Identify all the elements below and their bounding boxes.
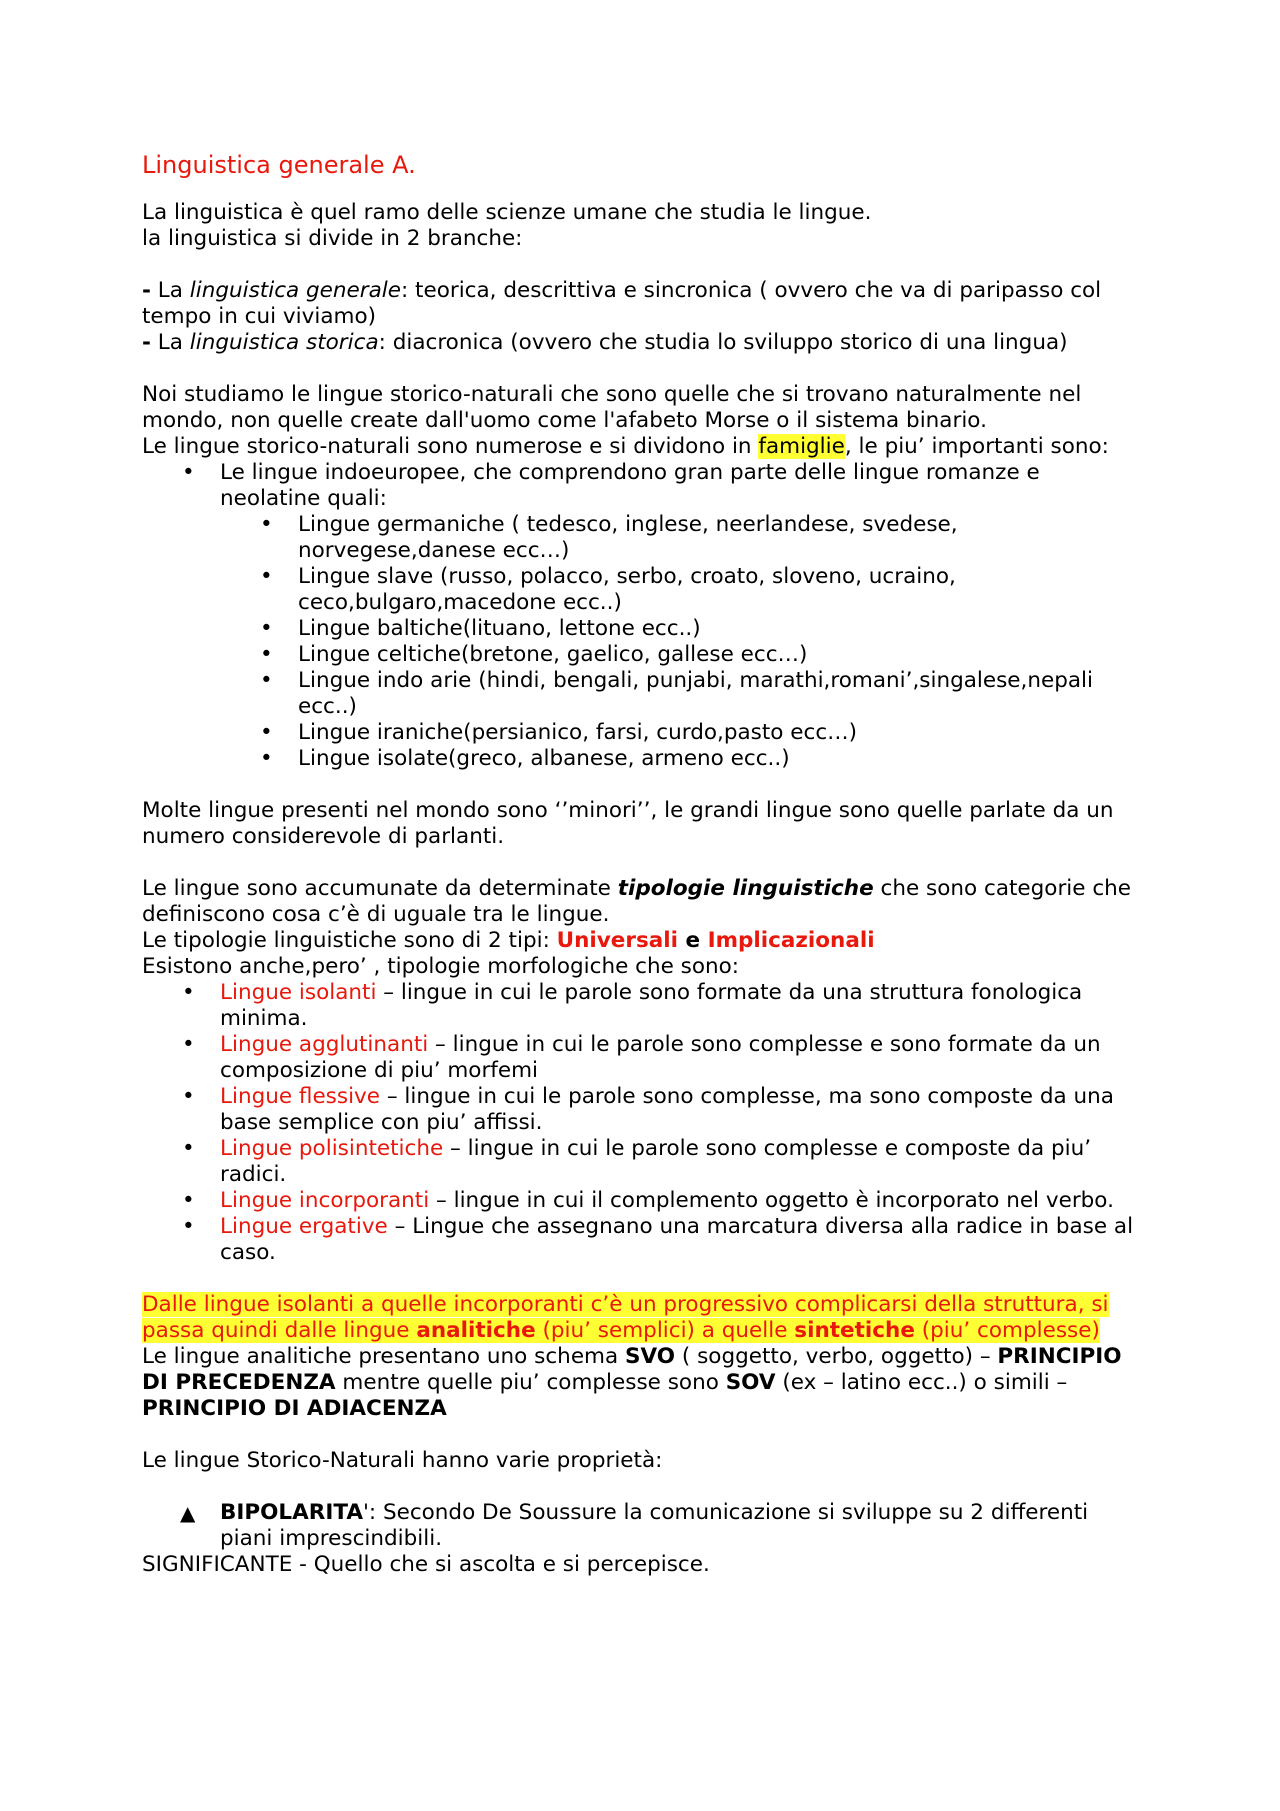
bullet-icon: • — [260, 512, 273, 537]
bullet-icon: • — [182, 1084, 195, 1109]
bullet-icon: • — [182, 980, 195, 1005]
bullet-icon: • — [182, 460, 195, 485]
morph-type-list — [142, 980, 1142, 1266]
document-page — [142, 150, 1142, 1578]
list-item: • Lingue baltiche(lituano, lettone ecc..) — [260, 616, 701, 641]
paragraph-minor-languages: Molte lingue presenti nel mondo sono ‘’minori’’, le grandi lingue sono quelle parlate da un numero considerevole di parlanti. — [142, 798, 1114, 849]
paragraph-typology: Le lingue sono accumunate da determinate tipologie linguistiche che sono categorie che definiscono cosa c’è di uguale tra le lingue. — [142, 876, 1132, 927]
intro-line: La linguistica è quel ramo delle scienze umane che studia le lingue. — [142, 200, 872, 225]
term-implicational: Implicazionali — [707, 928, 875, 953]
property-list — [142, 1500, 1142, 1552]
term-analitiche: analitiche — [416, 1318, 536, 1343]
list-item: • Lingue ergative – Lingue che assegnano una marcatura diversa alla radice in base al caso. — [182, 1214, 1134, 1265]
term-sintetiche: sintetiche — [794, 1318, 915, 1343]
paragraph-progression-highlight: Dalle lingue isolanti a quelle incorporanti c’è un progressivo complicarsi della struttura, si passa quindi dalle lingue analitiche (piu’ semplici) a quelle sintetiche (piu’ complesse) — [142, 1292, 1109, 1343]
list-item: • Le lingue indoeuropee, che comprendono gran parte delle lingue romanze e neolatine quali: — [182, 460, 1040, 511]
branch-general: - La linguistica generale: teorica, descrittiva e sincronica ( ovvero che va di paripasso col tempo in cui viviamo) — [142, 278, 1102, 329]
list-item: • Lingue indo arie (hindi, bengali, punjabi, marathi,romani’,singalese,nepali ecc..) — [260, 668, 1093, 719]
branch-historical: - La linguistica storica: diacronica (ovvero che studia lo sviluppo storico di una lingua) — [142, 330, 1068, 355]
list-item: • Lingue celtiche(bretone, gaelico, gallese ecc…) — [260, 642, 808, 667]
intro-line: la linguistica si divide in 2 branche: — [142, 226, 523, 251]
list-item: • Lingue iraniche(persianico, farsi, curdo,pasto ecc…) — [260, 720, 858, 745]
bullet-icon: • — [260, 746, 273, 771]
paragraph-morphological: Esistono anche,pero’ , tipologie morfologiche che sono: — [142, 954, 740, 979]
term-universal: Universali — [556, 928, 679, 953]
paragraph-signifier: SIGNIFICANTE - Quello che si ascolta e si percepisce. — [142, 1552, 710, 1577]
page-title: Linguistica generale A. — [142, 151, 416, 179]
paragraph-natural-languages: Noi studiamo le lingue storico-naturali che sono quelle che si trovano naturalmente nel mondo, non quelle create dall'uomo come l'afabeto Morse o il sistema binario. — [142, 382, 1082, 433]
bullet-icon: • — [260, 642, 273, 667]
bullet-icon: • — [260, 616, 273, 641]
term-typology: tipologie linguistiche — [617, 876, 874, 901]
list-item: • Lingue isolanti – lingue in cui le parole sono formate da una struttura fonologica minima. — [182, 980, 1083, 1031]
list-item: • Lingue isolate(greco, albanese, armeno ecc..) — [260, 746, 790, 771]
list-item: • Lingue flessive – lingue in cui le parole sono complesse, ma sono composte da una base semplice con piu’ affissi. — [182, 1084, 1114, 1135]
paragraph-word-order: Le lingue analitiche presentano uno schema SVO ( soggetto, verbo, oggetto) – PRINCIPIO DI PRECEDENZA mentre quelle piu’ complesse sono SOV (ex – latino ecc..) o simili – PRINCIPIO DI ADIACENZA — [142, 1344, 1122, 1421]
term-historical-linguistics: linguistica storica — [189, 330, 379, 355]
list-item: • Lingue slave (russo, polacco, serbo, croato, sloveno, ucraino, ceco,bulgaro,macedone ecc..) — [260, 564, 956, 615]
family-list — [142, 460, 1142, 772]
bullet-icon: • — [260, 564, 273, 589]
list-item: • Lingue agglutinanti – lingue in cui le parole sono complesse e sono formate da un composizione di piu’ morfemi — [182, 1032, 1101, 1083]
bullet-icon: • — [260, 720, 273, 745]
paragraph-properties: Le lingue Storico-Naturali hanno varie proprietà: — [142, 1448, 663, 1473]
bullet-icon: • — [182, 1214, 195, 1239]
list-item: • Lingue germaniche ( tedesco, inglese, neerlandese, svedese, norvegese,danese ecc…) — [260, 512, 958, 563]
bullet-icon: • — [182, 1188, 195, 1213]
bullet-icon: • — [182, 1032, 195, 1057]
bullet-icon: • — [182, 1136, 195, 1161]
paragraph-typology-types: Le tipologie linguistiche sono di 2 tipi: Universali e Implicazionali — [142, 928, 875, 953]
list-item: ▲ BIPOLARITA': Secondo De Soussure la comunicazione si sviluppe su 2 differenti piani imprescindibili. — [180, 1500, 1089, 1551]
list-item: • Lingue polisintetiche – lingue in cui le parole sono complesse e composte da piu’ radici. — [182, 1136, 1092, 1187]
list-item: • Lingue incorporanti – lingue in cui il complemento oggetto è incorporato nel verbo. — [182, 1188, 1114, 1213]
triangle-bullet-icon: ▲ — [180, 1501, 196, 1525]
paragraph-families: Le lingue storico-naturali sono numerose e si dividono in famiglie, le piu’ importanti sono: — [142, 434, 1109, 459]
bullet-icon: • — [260, 668, 273, 693]
term-general-linguistics: linguistica generale — [189, 278, 401, 303]
highlight-famiglie: famiglie — [758, 434, 845, 459]
